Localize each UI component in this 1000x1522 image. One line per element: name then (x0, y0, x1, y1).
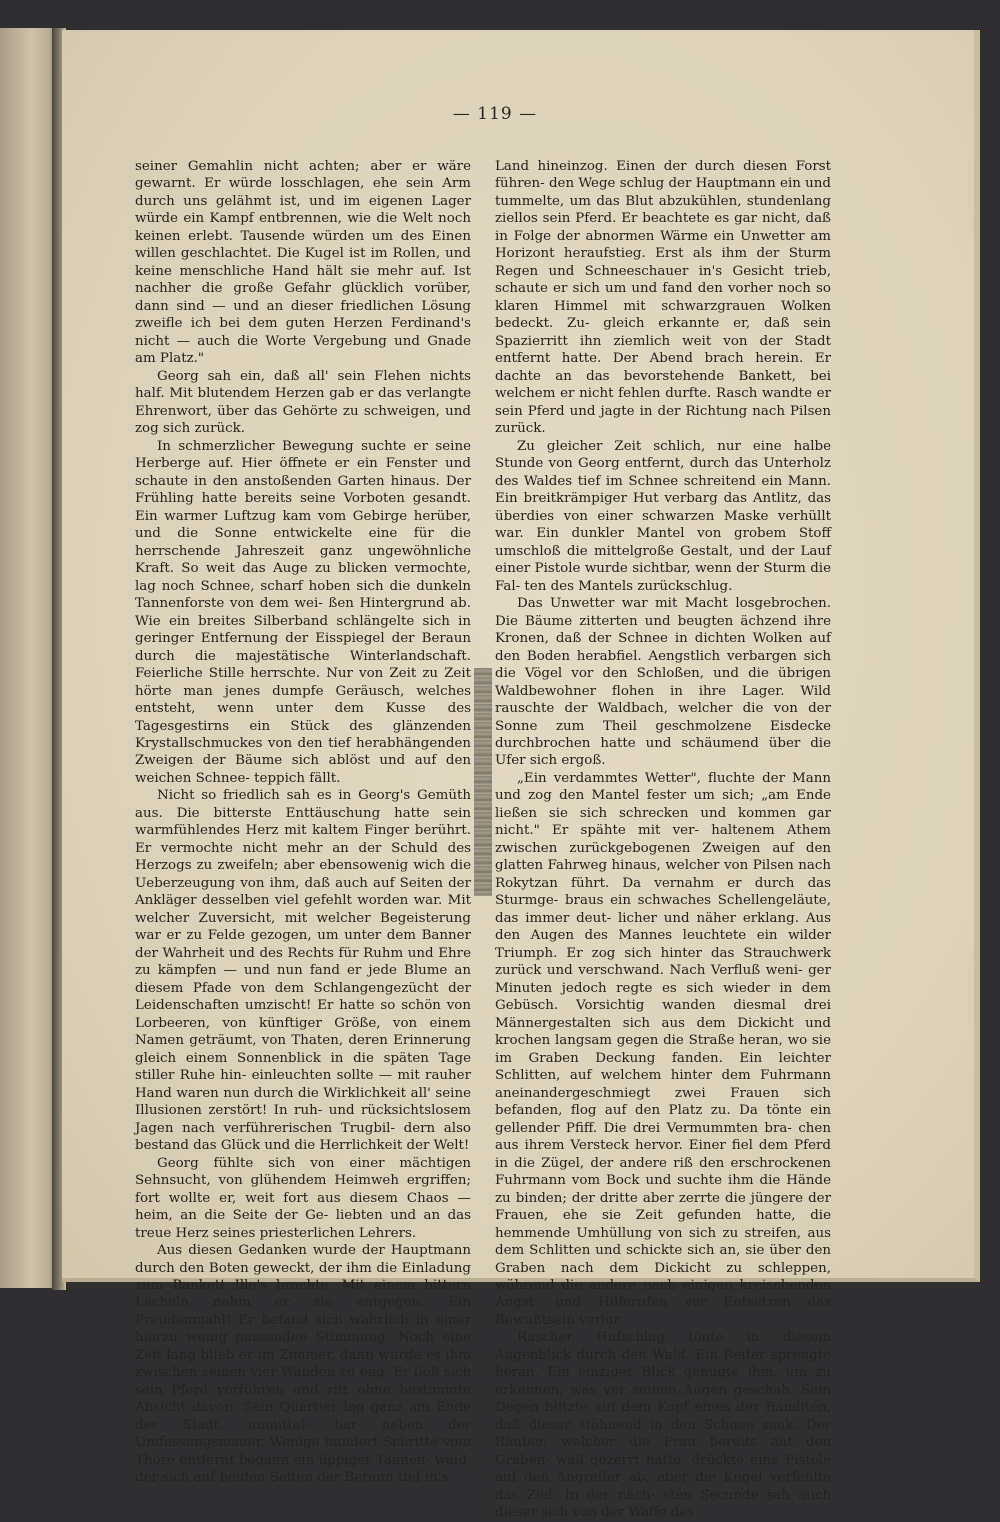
paragraph: Das Unwetter war mit Macht losgebrochen. Die Bäume zitterten und beugten ächzend ihre Kronen, daß der Schnee in dichten Wolken auf den Boden herabfiel. Aengstlich verbargen sich die Vögel vor den Schloßen, und die übrigen Waldbewohner flohen in ihre Lager. Wild rauschte der Waldbach, welcher die von der Sonne zum Theil geschmolzene Eisdecke durchbrochen hatte und schäumend über die Ufer sich ergoß. (495, 596, 831, 769)
paragraph: Zu gleicher Zeit schlich, nur eine halbe Stunde von Georg entfernt, durch das Unterholz des Waldes tief im Schnee schreitend ein Mann. Ein breitkrämpiger Hut verbarg das Antlitz, das überdies von einer schwarzen Maske verhüllt war. Ein dunkler Mantel von grobem Stoff umschloß die mittelgroße Gestalt, und der Lauf einer Pistole wurde sichtbar, wenn der Sturm die Fal- ten des Mantels zurückschlug. (495, 438, 831, 594)
paragraph: Aus diesen Gedanken wurde der Hauptmann durch den Boten geweckt, der ihm die Einladung zum Bankett Illo's brachte. Mit einem bittern Lächeln nahm er sie entgegen. Ein Freudenmahl! Er befand sich wahrlich in einer hierzu wenig passenden Stimmung. Noch eine Zeit lang blieb er im Zimmer, dann wurde es ihm zwischen seinen vier Wänden zu eng. Er ließ sich sein Pferd vorführen und ritt ohne bestimmte Absicht davon. Sein Quartier lag ganz am Ende der Stadt, unmittel- bar neben der Umfassungsmauer. Wenige hundert Schritte vom Thore entfernt begann ein üppiger Tannen- wald, der sich auf beiden Seiten der Beraun tief in's (135, 1243, 471, 1486)
paragraph: Land hineinzog. Einen der durch diesen Forst führen- den Wege schlug der Hauptmann ein und tummelte, um das Blut abzukühlen, stundenlang ziellos sein Pferd. Er beachtete es gar nicht, daß in Folge der abnormen Wärme ein Unwetter am Horizont heraufstieg. Erst als ihm der Sturm Regen und Schneeschauer in's Gesicht trieb, schaute er sich um und fand den vorher noch so klaren Himmel mit schwarzgrauen Wolken bedeckt. Zu- gleich erkannte er, daß sein Spazierritt ihn ziemlich weit von der Stadt entfernt hatte. Der Abend brach herein. Er dachte an das bevorstehende Bankett, bei welchem er nicht fehlen durfte. Rasch wandte er sein Pferd und jagte in der Richtung nach Pilsen zurück. (495, 159, 831, 437)
paragraph: Georg sah ein, daß all' sein Flehen nichts half. Mit blutendem Herzen gab er das verlangte Ehrenwort, über das Gehörte zu schweigen, und zog sich zurück. (135, 368, 471, 437)
previous-page-edge (0, 28, 58, 1288)
left-text-column (135, 158, 471, 1487)
right-text-column (495, 158, 831, 1522)
paragraph: In schmerzlicher Bewegung suchte er seine Herberge auf. Hier öffnete er ein Fenster und schaute in den anstoßenden Garten hinaus. Der Frühling hatte bereits seine Vorboten gesandt. Ein warmer Luftzug kam vom Gebirge herüber, und die Sonne entwickelte eine für die herrschende Jahreszeit ganz ungewöhnliche Kraft. So weit das Auge zu blicken vermochte, lag noch Schnee, scharf hoben sich die dunkeln Tannenforste von dem wei- ßen Hintergrund ab. Wie ein breites Silberband schlängelte sich in geringer Entfernung der Eisspiegel der Beraun durch die majestätische Winterlandschaft. Feierliche Stille herrschte. Nur von Zeit zu Zeit hörte man jenes dumpfe Geräusch, welches entsteht, wenn unter dem Kusse des Tagesgestirns ein Stück des glänzenden Krystallschmuckes von den tief herabhängenden Zweigen der Bäume sich ablöst und auf den weichen Schnee- teppich fällt. (135, 438, 471, 786)
paragraph: Nicht so friedlich sah es in Georg's Gemüth aus. Die bitterste Enttäuschung hatte sein warmfühlendes Herz mit kaltem Finger berührt. Er vermochte nicht mehr an der Schuld des Herzogs zu zweifeln; aber ebensowenig wich die Ueberzeugung von ihm, daß auch auf Seiten der Ankläger desselben viel gefehlt worden war. Mit welcher Zuversicht, mit welcher Begeisterung war er zu Felde gezogen, um unter dem Banner der Wahrheit und des Rechts für Ruhm und Ehre zu kämpfen — und nun fand er jede Blume an diesem Pfade von dem Schlangengezücht der Leidenschaften umzischt! Er hatte so schön von Lorbeeren, von künftiger Größe, von einem Namen geträumt, von Thaten, deren Erinnerung gleich einem Sonnenblick in die späten Tage stiller Ruhe hin- einleuchten sollte — mit rauher Hand waren nun durch die Wirklichkeit all' seine Illusionen zerstört! In ruh- und rücksichtslosem Jagen nach verführerischen Trugbil- dern also bestand das Glück und die Herrlichkeit der Welt! (135, 788, 471, 1154)
paragraph: „Ein verdammtes Wetter", fluchte der Mann und zog den Mantel fester um sich; „am Ende ließen sie sich schrecken und kommen gar nicht." Er spähte mit ver- haltenem Athem zwischen zurückgebogenen Zweigen auf den glatten Fahrweg hinaus, welcher von Pilsen nach Rokytzan führt. Da vernahm er durch das Sturmge- braus ein schwaches Schellengeläute, das immer deut- licher und näher erklang. Aus den Augen des Mannes leuchtete ein wilder Triumph. Er zog sich hinter das Strauchwerk zurück und verschwand. Nach Verfluß weni- ger Minuten jedoch regte es sich wieder in dem Gebüsch. Vorsichtig wanden diesmal drei Männergestalten sich aus dem Dickicht und krochen langsam gegen die Straße heran, wo sie im Graben Deckung fanden. Ein leichter Schlitten, auf welchem hinter dem Fuhrmann aneinandergeschmiegt zwei Frauen sich befanden, flog auf den Platz zu. Da tönte ein gellender Pfiff. Die drei Vermummten bra- chen aus ihrem Versteck hervor. Einer fiel dem Pferd in die Zügel, der andere riß den erschrockenen Fuhrmann vom Bock und suchte ihm die Hände zu binden; der dritte aber zerrte die jüngere der Frauen, ehe sie Zeit gefunden hatte, die hemmende Umhüllung von sich zu streifen, aus dem Schlitten und schickte sich an, sie über den Graben nach dem Dickicht zu schleppen, während die andere nach einigen kreischenden Angst- und Hilferufen vor Entsetzen das Bewußtsein verlor. (495, 770, 831, 1328)
paragraph: Rascher Hufschlag tönte in diesem Augenblick durch den Wald. Ein Reiter sprengte heran. Ein einziger Blick genügte ihm, um zu erkennen, was vor seinen Augen geschah. Sein Degen blitzte auf dem Kopf eines der Banditen, daß dieser stöhnend in den Schnee sank. Der Räuber, welcher die Frau bereits auf den Graben- wall gezerrt hatte, drückte eine Pistole auf den Angreifer ab, aber die Kugel verfehlte das Ziel. In der näch- sten Secunde sah auch dieser sich von der Waffe des (495, 1330, 831, 1521)
paragraph: Georg fühlte sich von einer mächtigen Sehnsucht, von glühendem Heimweh ergriffen; fort wollte er, weit fort aus diesem Chaos — heim, an die Seite der Ge- liebten und an das treue Herz seines priesterlichen Lehrers. (135, 1155, 471, 1241)
page-number: — 119 — (452, 104, 538, 124)
binding-damage (474, 668, 492, 896)
paragraph: seiner Gemahlin nicht achten; aber er wäre gewarnt. Er würde losschlagen, ehe sein Arm durch uns gelähmt ist, und im eigenen Lager würde ein Kampf entbrennen, wie die Welt noch keinen erlebt. Tausende würden um des Einen willen geschlachtet. Die Kugel ist im Rollen, und keine menschliche Hand hält sie mehr auf. Ist nachher die große Gefahr glücklich vorüber, dann sind — und an dieser friedlichen Lösung zweifle ich bei dem guten Herzen Ferdinand's nicht — auch die Worte Vergebung und Gnade am Platz." (135, 159, 471, 367)
